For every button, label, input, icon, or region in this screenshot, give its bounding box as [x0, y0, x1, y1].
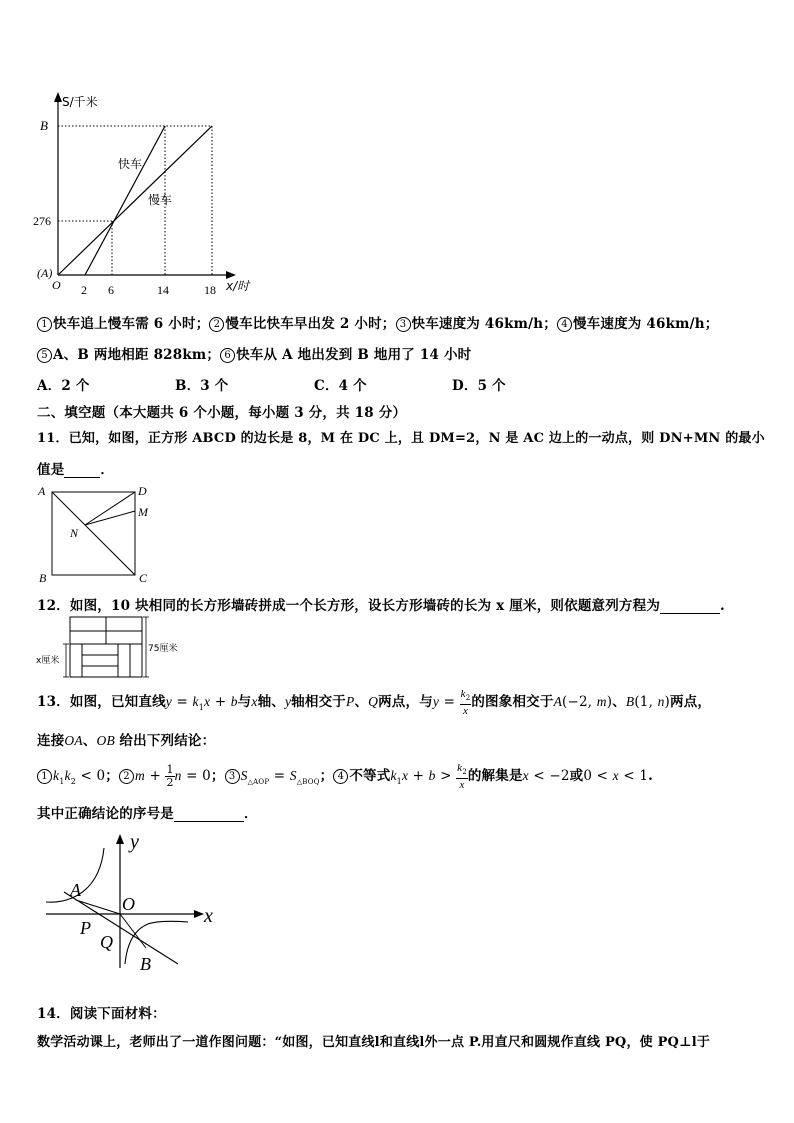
x-tick-6: 6	[108, 283, 114, 297]
label-B: B	[140, 954, 151, 974]
q10-option-b: B．3 个	[175, 378, 229, 394]
q13-line4: 其中正确结论的序号是 ．	[37, 806, 258, 822]
x-axis-arrow	[226, 271, 236, 279]
label-O: O	[52, 278, 61, 292]
q14-line1: 14．阅读下面材料：	[37, 1006, 166, 1022]
hyperbola-branch-4	[125, 921, 188, 964]
section-heading: 二、填空题（本大题共 6 个小题，每小题 3 分，共 18 分）	[37, 405, 407, 421]
brick-left-label: x厘米	[36, 656, 60, 666]
label-A: A	[38, 484, 46, 498]
y-axis-label: S/千米	[62, 95, 98, 109]
q10-option-d: D．5 个	[452, 378, 506, 394]
x-tick-2: 2	[81, 283, 87, 297]
q10-option-a: A．2 个	[37, 378, 90, 394]
q10-option-c: C．4 个	[314, 378, 367, 394]
q12-question: 12．如图，10 块相同的长方形墙砖拼成一个长方形，设长方形墙砖的长为 x 厘米，则依题意列方程为	[37, 598, 661, 614]
label-M: M	[138, 505, 148, 519]
x-tick-18: 18	[204, 283, 216, 297]
label-A: (A)	[37, 266, 53, 280]
q10-stmt-2: 慢车比快车早出发 2 小时；	[225, 316, 396, 332]
q13-answer-blank	[174, 807, 244, 822]
q13-conclusions: 1 $k_1k_2 < 0$； 2 m + $\frac{1}{2}$ n = 0； 3 $S_{\triangle AOP} = S_{\triangle BOQ}$； 4 不等式$k_1x + b$ > $\frac{k_2}{x}$ 的解集是x < −2或0 < x < 1.	[37, 762, 653, 791]
q11-line2	[37, 458, 114, 478]
q11-suffix: ．	[100, 462, 115, 478]
q12-answer-blank	[660, 599, 720, 614]
label-N: N	[70, 526, 79, 540]
label-x: x	[204, 905, 213, 927]
slow-car-line	[58, 126, 212, 275]
fast-car-label: 快车	[118, 157, 143, 171]
label-B: B	[40, 118, 48, 133]
q10-stmt-1: 快车追上慢车需 6 小时；	[53, 316, 210, 332]
y-axis-arrow	[54, 92, 62, 102]
brick-figure	[34, 613, 194, 681]
q11-answer-blank	[64, 463, 100, 478]
square-figure	[34, 483, 159, 585]
label-P: P	[80, 918, 91, 938]
x-axis-label: x/时	[226, 279, 250, 293]
q12-suffix: .	[720, 598, 725, 614]
label-A: A	[70, 880, 81, 900]
q10-stmt-4: 慢车速度为 46km/h；	[572, 316, 719, 332]
segment-OB	[120, 914, 146, 948]
segment-nm	[85, 511, 135, 525]
q10-statements-line2: 5 A、B 两地相距 828km； 6 快车从 A 地出发到 B 地用了 14 小时	[37, 343, 471, 363]
q13-line1: 13．如图，已知直线$y = k_1x + b$与x轴、y轴相交于P、Q两点，与y = $\frac{k_2}{x}$ 的图象相交于A(−2, m)、B(1, n)两点，	[37, 688, 712, 718]
x-tick-14: 14	[157, 283, 169, 297]
q10-stmt-6: 快车从 A 地出发到 B 地用了 14 小时	[236, 347, 472, 363]
slow-car-label: 慢车	[148, 193, 173, 207]
q14-line2: 数学活动课上，老师出了一道作图问题：“如图，已知直线l和直线l外一点 P.用直尺和圆规作直线 PQ，使 PQ⊥l于	[37, 1035, 711, 1050]
q10-stmt-3: 快车速度为 46km/h；	[411, 316, 557, 332]
segment-OA	[76, 900, 120, 914]
label-D: D	[138, 484, 147, 498]
q13-line2: 连接OA、OB 给出下列结论：	[37, 733, 216, 749]
label-O: O	[122, 894, 135, 914]
segment-nd	[85, 492, 135, 525]
label-276: 276	[33, 214, 51, 228]
brick-right-label: 75厘米	[148, 644, 178, 654]
hyperbola-figure	[38, 828, 228, 978]
q11-prefix: 值是	[37, 462, 65, 478]
label-y: y	[130, 831, 139, 853]
q11-line1: 11．已知，如图，正方形 ABCD 的边长是 8，M 在 DC 上，且 DM=2，N 是 AC 边上的一动点，则 DN+MN 的最小	[37, 431, 765, 446]
label-Q: Q	[100, 932, 113, 952]
diagonal-ac	[52, 492, 135, 575]
q10-stmt-5: A、B 两地相距 828km；	[53, 347, 221, 363]
q12-text	[37, 594, 725, 614]
distance-time-graph	[30, 88, 260, 303]
label-B: B	[39, 571, 47, 585]
label-C: C	[139, 571, 148, 585]
q10-statements-line1: 1 快车追上慢车需 6 小时； 2 慢车比快车早出发 2 小时； 3 快车速度为 46km/h； 4 慢车速度为 46km/h；	[37, 312, 718, 332]
